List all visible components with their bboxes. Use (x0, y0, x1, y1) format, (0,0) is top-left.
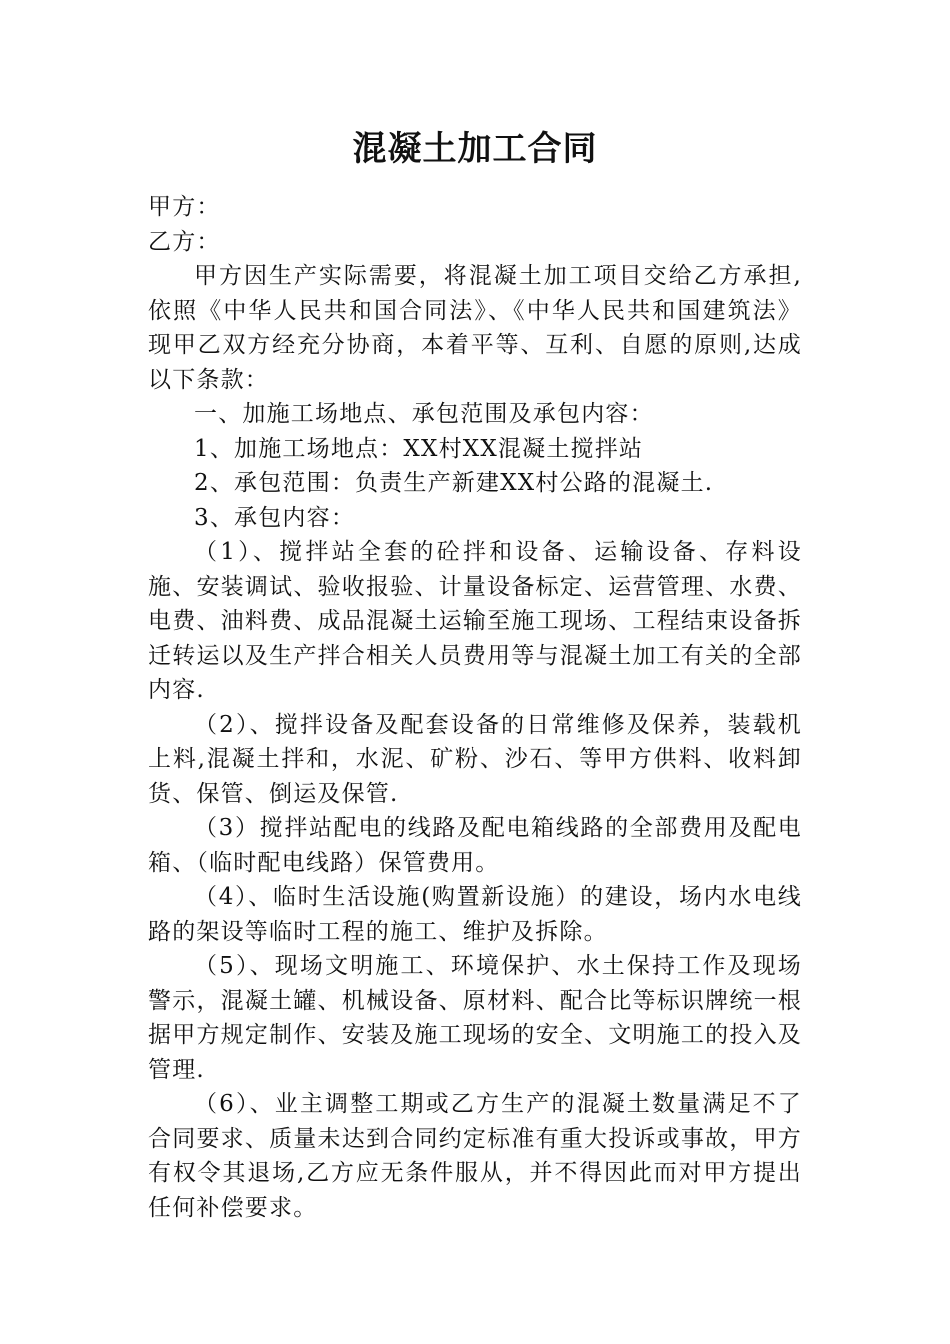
party-b-line: 乙方： (148, 228, 221, 255)
subitem-4: （4）、临时生活设施(购置新设施）的建设，场内水电线路的架设等临时工程的施工、维护及拆除。 (148, 884, 802, 945)
subitem-2: （2）、搅拌设备及配套设备的日常维修及保养，装载机上料,混凝土拌和，水泥、矿粉、沙石、等甲方供料、收料卸货、保管、倒运及保管. (148, 711, 802, 807)
section-heading: 一、加施工场地点、承包范围及承包内容： (194, 401, 654, 427)
document-title: 混凝土加工合同 (352, 129, 598, 169)
subitem-6: （6）、业主调整工期或乙方生产的混凝土数量满足不了合同要求、质量未达到合同约定标准有重大投诉或事故，甲方有权令其退场,乙方应无条件服从，并不得因此而对甲方提出任何补偿要求。 (148, 1091, 802, 1221)
item-location: 1、加施工场地点：XX村XX混凝土搅拌站 (194, 435, 644, 462)
subitem-1: （1）、搅拌站全套的砼拌和设备、运输设备、存料设施、安装调试、验收报验、计量设备标定、运营管理、水费、电费、油料费、成品混凝土运输至施工现场、工程结束设备拆迁转运以及生产拌合相关人员费用等与混凝土加工有关的全部内容. (148, 539, 802, 703)
item-scope: 2、承包范围：负责生产新建XX村公路的混凝土. (194, 470, 714, 496)
subitem-3: （3）搅拌站配电的线路及配电箱线路的全部费用及配电箱、（临时配电线路）保管费用。 (148, 815, 802, 876)
intro-paragraph: 甲方因生产实际需要，将混凝土加工项目交给乙方承担,依照《中华人民共和国合同法》、《中华人民共和国建筑法》现甲乙双方经充分协商，本着平等、互利、自愿的原则,达成以下条款： (148, 263, 802, 393)
item-content: 3、承包内容： (194, 504, 356, 531)
subitem-5: （5）、现场文明施工、环境保护、水土保持工作及现场警示，混凝土罐、机械设备、原材料、配合比等标识牌统一根据甲方规定制作、安装及施工现场的安全、文明施工的投入及管理. (148, 953, 802, 1083)
document-body (148, 190, 802, 1225)
party-a-line: 甲方： (148, 194, 221, 220)
